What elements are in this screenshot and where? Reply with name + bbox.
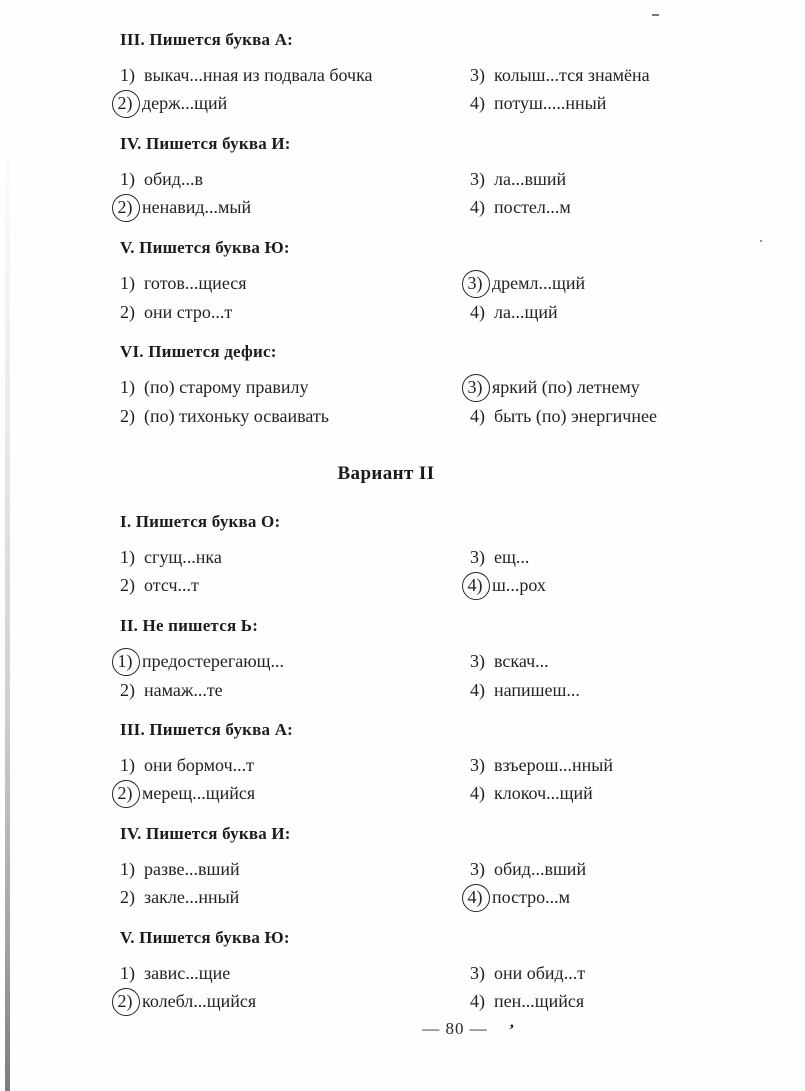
variant-heading: Вариант II [337,463,435,484]
scan-speck [652,14,659,16]
page-content [117,30,692,1032]
answer-option [467,377,692,399]
question-section [120,342,692,427]
answer-option [120,406,470,427]
option-text: сгущ...нка [144,547,222,567]
option-text: ш...рох [492,575,546,595]
option-text: постро...м [492,887,571,907]
option-number: 3) [470,547,485,567]
option-text: постел...м [494,197,571,217]
section-title: III. Пишется буква А: [120,30,294,49]
option-text: закле...нный [144,887,240,907]
option-number: 4) [470,197,485,217]
section-title: I. Пишется буква О: [120,512,281,531]
option-number: 4) [470,680,485,700]
answer-option [470,197,692,219]
option-text: держ...щий [142,93,228,113]
option-number: 1) [120,547,135,567]
question-section [117,616,692,701]
option-number: 1) [120,273,135,293]
answer-option [470,302,692,323]
option-text: взъерош...нный [494,755,613,775]
answer-option [117,651,470,673]
ink-mark: ’ [506,1021,516,1040]
option-text: обид...в [144,169,203,189]
option-number: 3) [470,963,485,983]
option-number: 3) [470,651,485,671]
option-number: 1) [120,65,135,85]
option-text: ла...щий [494,302,558,322]
option-number: 3) [470,755,485,775]
section-title: IV. Пишется буква И: [120,134,291,153]
answer-option [467,273,692,295]
option-text: они стро...т [144,302,233,322]
answer-option [120,377,470,399]
answer-option [470,65,692,86]
option-number: 1) [120,963,135,983]
question-section [117,30,692,115]
options-grid [120,547,692,597]
answer-option [120,859,470,880]
option-number: 3) [462,270,490,298]
answer-option [120,575,470,597]
answer-option [467,887,692,909]
option-number: 2) [120,302,135,322]
scan-speck [760,240,762,242]
question-section [120,824,692,909]
options-grid [117,963,692,1013]
answer-option [117,991,470,1013]
option-number: 2) [120,575,135,595]
answer-option [467,575,692,597]
answer-option [120,680,470,701]
answer-option [120,169,470,190]
section-title: III. Пишется буква А: [120,720,294,739]
option-number: 2) [112,780,140,808]
section-title: V. Пишется буква Ю: [120,238,290,257]
option-text: они обид...т [494,963,586,983]
options-grid [120,859,692,909]
option-number: 4) [462,572,490,600]
variant2-sections [117,512,692,1013]
option-number: 3) [470,65,485,85]
answer-option [470,859,692,880]
option-text: ещ... [494,547,530,567]
options-grid [117,65,692,115]
option-number: 2) [120,680,135,700]
option-number: 2) [112,194,140,222]
answer-option [470,963,692,984]
option-number: 4) [470,406,485,426]
answer-option [117,197,470,219]
option-number: 4) [470,93,485,113]
answer-option [120,273,470,295]
option-number: 4) [470,991,485,1011]
option-text: отсч...т [144,575,199,595]
option-number: 1) [120,859,135,879]
option-number: 2) [120,406,135,426]
option-number: 3) [470,859,485,879]
answer-option [120,302,470,323]
section-title: V. Пишется буква Ю: [120,928,290,947]
option-number: 4) [470,302,485,322]
options-grid [117,755,692,805]
option-text: напишеш... [494,680,580,700]
option-number: 2) [112,988,140,1016]
option-text: мерещ...щийся [142,783,256,803]
option-text: они бормоч...т [144,755,254,775]
answer-option [470,547,692,568]
question-section [117,134,692,219]
answer-option [117,783,470,805]
option-text: разве...вший [144,859,240,879]
option-number: 1) [120,169,135,189]
option-text: ненавид...мый [142,197,252,217]
footer-page-number: — 80 — [422,1019,488,1038]
option-number: 2) [112,90,140,118]
options-grid [117,169,692,219]
option-text: клокоч...щий [494,783,593,803]
option-text: колыш...тся знамёна [494,65,650,85]
option-number: 1) [120,377,135,397]
option-text: намаж...те [144,680,223,700]
option-number: 3) [470,169,485,189]
answer-option [120,547,470,568]
answer-option [470,651,692,673]
option-text: выкач...нная из подвала бочка [144,65,373,85]
question-section [120,238,692,323]
option-text: яркий (по) летнему [492,377,640,397]
question-section [117,928,692,1013]
options-grid [120,377,692,427]
answer-option [120,65,470,86]
option-text: завис...щие [144,963,231,983]
option-text: обид...вший [494,859,587,879]
answer-option [470,169,692,190]
option-text: предостерегающ... [142,651,285,671]
option-number: 4) [470,783,485,803]
option-text: быть (по) энергичнее [494,406,657,426]
question-section [117,720,692,805]
option-text: пен...щийся [494,991,585,1011]
option-number: 1) [120,755,135,775]
option-text: дремл...щий [492,273,586,293]
section-title: VI. Пишется дефис: [120,342,277,361]
answer-option [470,406,692,427]
options-grid [120,273,692,323]
option-number: 4) [462,884,490,912]
option-number: 1) [112,648,140,676]
answer-option [120,755,470,776]
option-text: (по) старому правилу [144,377,309,397]
answer-option [470,93,692,115]
answer-option [470,755,692,776]
answer-option [470,783,692,805]
option-text: готов...щиеся [144,273,247,293]
option-number: 3) [462,374,490,402]
answer-option [117,93,470,115]
answer-option [470,991,692,1013]
section-title: II. Не пишется Ь: [120,616,259,635]
answer-option [120,887,470,909]
question-section [120,512,692,597]
option-text: ла...вший [494,169,567,189]
option-text: потуш.....нный [494,93,607,113]
section-title: IV. Пишется буква И: [120,824,291,843]
option-text: вскач... [494,651,549,671]
option-text: (по) тихоньку осваивать [144,406,329,426]
option-text: колебл...щийся [142,991,257,1011]
scan-binding-shadow [5,140,10,1091]
answer-option [470,680,692,701]
options-grid [117,651,692,701]
answer-option [120,963,470,984]
option-number: 2) [120,887,135,907]
variant1-sections [117,30,692,427]
